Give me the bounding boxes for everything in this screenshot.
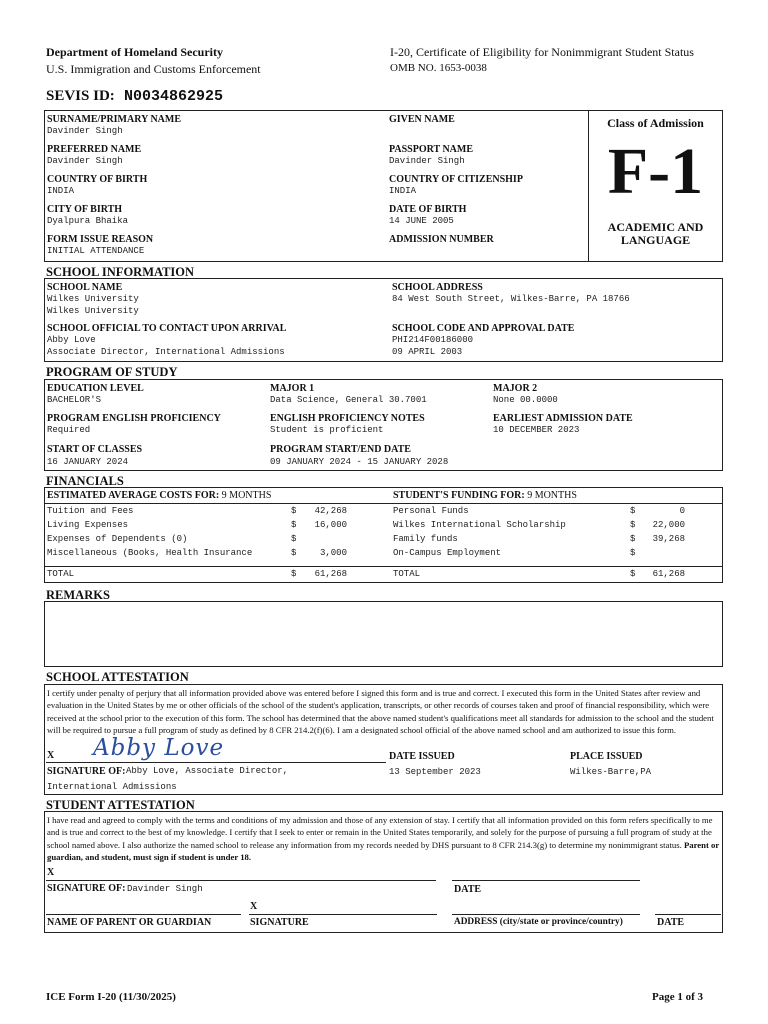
school-address-label: SCHOOL ADDRESS — [392, 282, 483, 293]
cost-amount: 3,000 — [319, 548, 347, 558]
program-of-study-heading: PROGRAM OF STUDY — [46, 365, 178, 379]
funding-total-amount: 61,268 — [652, 569, 685, 579]
remarks-heading: REMARKS — [46, 588, 110, 602]
form-title: I-20, Certificate of Eligibility for Nonimmigrant Student Status — [390, 45, 694, 59]
parent-name-line[interactable] — [46, 914, 241, 915]
cost-row — [47, 520, 347, 530]
school-signature-of-value-2: International Admissions — [47, 782, 177, 792]
funding-currency: $ — [630, 548, 636, 558]
program-dates-value: 09 JANUARY 2024 - 15 JANUARY 2028 — [270, 457, 449, 467]
parent-name-label: NAME OF PARENT OR GUARDIAN — [47, 917, 212, 928]
school-signature-line — [46, 762, 386, 763]
school-signature-of-value: Abby Love, Associate Director, — [126, 766, 289, 776]
funding-row — [393, 506, 693, 516]
costs-total-amount: 61,268 — [314, 569, 347, 579]
cost-amount: 42,268 — [314, 506, 347, 516]
parent-date-line[interactable] — [655, 914, 721, 915]
parent-date-label: DATE — [657, 917, 685, 928]
english-notes-label: ENGLISH PROFICIENCY NOTES — [270, 413, 425, 424]
cost-item: Tuition and Fees — [47, 506, 134, 516]
funding-row — [393, 548, 693, 558]
cost-item: Living Expenses — [47, 520, 129, 530]
visa-class-desc-1: ACADEMIC AND — [607, 220, 704, 234]
preferred-name-label: PREFERRED NAME — [47, 144, 142, 155]
date-of-birth-value: 14 JUNE 2005 — [389, 216, 454, 226]
funding-row — [393, 520, 693, 530]
education-level-label: EDUCATION LEVEL — [47, 383, 144, 394]
school-attestation-text: I certify under penalty of perjury that all information provided above was entered before I signed this form and is true and correct. I executed this form in the United States after review and evaluation in the United States by me or other officials of the school of the student's application, transcripts, or other records of courses taken and proof of financial responsibility, which were received at the school prior to the execution of this form. The school has determined that the above named student's qualifications meet all standards for admission to the school and the student will be required to pursue a full program of study as defined by 8 CFR 214.2(f)(6). I am a designated school official of the above named school and am authorized to issue this form. — [47, 688, 714, 736]
omb-number: OMB NO. 1653-0038 — [390, 62, 487, 74]
student-signature-x: X — [47, 867, 55, 878]
costs-total-row — [47, 569, 347, 579]
department-name: Department of Homeland Security — [46, 45, 223, 59]
school-attestation-heading: SCHOOL ATTESTATION — [46, 670, 189, 684]
student-date-line[interactable] — [452, 880, 640, 881]
school-address-value: 84 West South Street, Wilkes-Barre, PA 18766 — [392, 294, 630, 304]
funding-currency: $ — [630, 520, 636, 530]
form-issue-reason-label: FORM ISSUE REASON — [47, 234, 154, 245]
funding-currency: $ — [630, 534, 636, 544]
school-information-heading: SCHOOL INFORMATION — [46, 265, 195, 279]
parent-address-line[interactable] — [452, 914, 640, 915]
cost-amount: 16,000 — [314, 520, 347, 530]
parent-signature-label: SIGNATURE — [250, 917, 309, 928]
funding-item: On-Campus Employment — [393, 548, 502, 558]
student-date-label: DATE — [454, 884, 482, 895]
footer-page-number: Page 1 of 3 — [652, 991, 704, 1003]
cost-item: Miscellaneous (Books, Health Insurance — [47, 548, 253, 558]
cost-item: Expenses of Dependents (0) — [47, 534, 188, 544]
school-name-value: Wilkes University — [47, 294, 139, 304]
major-1-value: Data Science, General 30.7001 — [270, 395, 427, 405]
preferred-name-value: Davinder Singh — [47, 156, 123, 166]
funding-amount: 0 — [679, 506, 685, 516]
class-of-admission-label: Class of Admission — [607, 116, 704, 130]
visa-class-desc-2: LANGUAGE — [620, 233, 691, 247]
school-official-name: Abby Love — [47, 335, 96, 345]
financials-heading: FINANCIALS — [46, 474, 124, 488]
admission-number-label: ADMISSION NUMBER — [389, 234, 494, 245]
funding-total-row — [393, 569, 693, 579]
city-of-birth-value: Dyalpura Bhaika — [47, 216, 129, 226]
english-notes-value: Student is proficient — [270, 425, 384, 435]
school-code-label: SCHOOL CODE AND APPROVAL DATE — [392, 323, 575, 334]
given-name-label: GIVEN NAME — [389, 114, 455, 125]
passport-name-label: PASSPORT NAME — [389, 144, 474, 155]
student-signature-line[interactable] — [46, 880, 436, 881]
date-issued-label: DATE ISSUED — [389, 751, 455, 762]
sevis-id: N0034862925 — [124, 88, 224, 105]
costs-total-currency: $ — [291, 569, 297, 579]
parent-address-label: ADDRESS (city/state or province/country) — [454, 917, 623, 927]
costs-total-label: TOTAL — [47, 569, 75, 579]
funding-total-currency: $ — [630, 569, 636, 579]
remarks-box — [44, 601, 723, 667]
major-2-value: None 00.0000 — [493, 395, 558, 405]
start-of-classes-value: 16 JANUARY 2024 — [47, 457, 129, 467]
program-dates-label: PROGRAM START/END DATE — [270, 444, 411, 455]
sevis-label: SEVIS ID: — [46, 88, 115, 104]
funding-row — [393, 534, 693, 544]
agency-name: U.S. Immigration and Customs Enforcement — [46, 62, 261, 76]
cost-currency: $ — [291, 506, 297, 516]
student-attestation-heading: STUDENT ATTESTATION — [46, 798, 195, 812]
school-name-label: SCHOOL NAME — [47, 282, 123, 293]
place-issued-label: PLACE ISSUED — [570, 751, 643, 762]
funding-amount: 22,000 — [652, 520, 685, 530]
cost-row — [47, 506, 347, 516]
funding-item: Wilkes International Scholarship — [393, 520, 566, 530]
earliest-admission-label: EARLIEST ADMISSION DATE — [493, 413, 633, 424]
country-of-birth-label: COUNTRY OF BIRTH — [47, 174, 148, 185]
major-1-label: MAJOR 1 — [270, 383, 315, 394]
english-proficiency-label: PROGRAM ENGLISH PROFICIENCY — [47, 413, 221, 424]
school-signature-x: X — [47, 750, 55, 761]
major-2-label: MAJOR 2 — [493, 383, 538, 394]
funding-amount: 39,268 — [652, 534, 685, 544]
country-of-citizenship-value: INDIA — [389, 186, 417, 196]
place-issued-value: Wilkes-Barre,PA — [570, 767, 652, 777]
school-signature-of-label: SIGNATURE OF: — [47, 766, 126, 777]
country-of-birth-value: INDIA — [47, 186, 75, 196]
surname-value: Davinder Singh — [47, 126, 123, 136]
funding-total-label: TOTAL — [393, 569, 421, 579]
city-of-birth-label: CITY OF BIRTH — [47, 204, 123, 215]
financials-header-divider — [44, 503, 723, 504]
handwritten-signature: Abby Love — [93, 735, 225, 761]
country-of-citizenship-label: COUNTRY OF CITIZENSHIP — [389, 174, 523, 185]
english-proficiency-value: Required — [47, 425, 91, 435]
student-signature-of-label: SIGNATURE OF: — [47, 883, 126, 894]
student-attestation-text: I have read and agreed to comply with the terms and conditions of my admission and those of any extension of stay. I certify that all information provided on this form refers specifically to me and is true and correct to the best of my knowledge. I certify that I seek to enter or remain in the United States temporarily, and solely for the purpose of pursuing a full program of study at the school named above. I also authorize the named school to release any information from my records needed by DHS pursuant to 8 CFR 214.3(g) to determine my nonimmigrant status. Parent or guardian, and student, must sign if student is under 18. — [47, 815, 720, 863]
passport-name-value: Davinder Singh — [389, 156, 465, 166]
school-code-value: PHI214F00186000 — [392, 335, 474, 345]
school-approval-date: 09 APRIL 2003 — [392, 347, 463, 357]
cost-currency: $ — [291, 520, 297, 530]
form-issue-reason-value: INITIAL ATTENDANCE — [47, 246, 145, 256]
student-signature-of-value: Davinder Singh — [127, 884, 203, 894]
funding-item: Personal Funds — [393, 506, 469, 516]
funding-currency: $ — [630, 506, 636, 516]
start-of-classes-label: START OF CLASSES — [47, 444, 143, 455]
earliest-admission-value: 10 DECEMBER 2023 — [493, 425, 580, 435]
parent-signature-x: X — [250, 901, 258, 912]
funding-item: Family funds — [393, 534, 458, 544]
school-official-title: Associate Director, International Admissions — [47, 347, 285, 357]
parent-signature-line[interactable] — [249, 914, 437, 915]
date-of-birth-label: DATE OF BIRTH — [389, 204, 467, 215]
education-level-value: BACHELOR'S — [47, 395, 102, 405]
costs-label: ESTIMATED AVERAGE COSTS FOR: 9 MONTHS — [47, 490, 272, 501]
funding-label: STUDENT'S FUNDING FOR: 9 MONTHS — [393, 490, 577, 501]
cost-currency: $ — [291, 548, 297, 558]
school-name-value-2: Wilkes University — [47, 306, 139, 316]
financials-total-divider — [44, 566, 723, 567]
date-issued-value: 13 September 2023 — [389, 767, 481, 777]
surname-label: SURNAME/PRIMARY NAME — [47, 114, 181, 125]
cost-row — [47, 534, 347, 544]
visa-class: F-1 — [607, 135, 704, 208]
cost-row — [47, 548, 347, 558]
cost-currency: $ — [291, 534, 297, 544]
footer-form-id: ICE Form I-20 (11/30/2025) — [46, 991, 176, 1003]
school-official-label: SCHOOL OFFICIAL TO CONTACT UPON ARRIVAL — [47, 323, 287, 334]
